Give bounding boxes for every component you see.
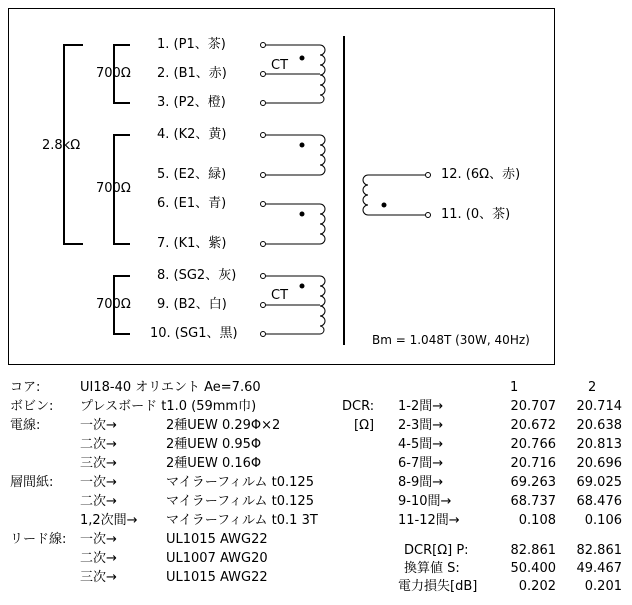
dcr-row-value-2: 20.813 — [576, 437, 622, 452]
layer-paper-label: 層間紙: — [10, 475, 54, 490]
dcr-col-header-1: 1 — [510, 380, 519, 395]
ct-label-1: CT — [271, 58, 289, 73]
total-impedance-label: 2.8kΩ — [42, 138, 81, 153]
dcr-summary-value-2: 0.201 — [584, 579, 622, 594]
dcr-col-header-2: 2 — [588, 380, 597, 395]
primary-winding-2 — [266, 135, 325, 175]
layer-paper-row-name: 一次→ — [80, 475, 117, 490]
pin-label-7: 7. (K1、紫) — [157, 236, 227, 251]
impedance-group-label-2: 700Ω — [96, 181, 131, 196]
bobbin-label: ボビン: — [10, 399, 54, 414]
dcr-row-value-1: 20.766 — [510, 437, 556, 452]
dcr-row-value-1: 20.716 — [510, 456, 556, 471]
dcr-label: DCR: — [342, 399, 375, 414]
wire-row-value: 2種UEW 0.16Φ — [166, 456, 262, 471]
pin-label-12: 12. (6Ω、赤) — [441, 167, 521, 182]
dcr-row-value-2: 68.476 — [576, 494, 622, 509]
wire-row-value: 2種UEW 0.29Φ×2 — [166, 418, 281, 433]
impedance-group-label-3: 700Ω — [96, 297, 131, 312]
dcr-summary-name: 電力損失[dB] — [398, 579, 478, 594]
wire-label: 電線: — [10, 418, 41, 433]
dcr-row-value-1: 69.263 — [510, 475, 556, 490]
dcr-row-value-2: 20.696 — [576, 456, 622, 471]
lead-row-name: 二次→ — [80, 551, 117, 566]
dcr-summary-value-2: 49.467 — [576, 561, 622, 576]
dcr-summary-value-1: 82.861 — [510, 543, 556, 558]
ct-label-2: CT — [271, 288, 289, 303]
core-label: コア: — [10, 380, 41, 395]
dcr-summary-value-2: 82.861 — [576, 543, 622, 558]
lead-row-name: 三次→ — [80, 570, 117, 585]
dcr-summary-value-1: 0.202 — [518, 579, 556, 594]
dcr-row-value-1: 20.707 — [510, 399, 556, 414]
secondary-winding — [363, 175, 425, 215]
dcr-row-value-2: 20.638 — [576, 418, 622, 433]
primary-winding-1 — [266, 45, 325, 103]
wire-row-name: 二次→ — [80, 437, 117, 452]
lead-label: リード線: — [10, 532, 67, 547]
lead-row-value: UL1015 AWG22 — [166, 532, 268, 547]
dcr-row-value-2: 69.025 — [576, 475, 622, 490]
layer-paper-row-value: マイラーフィルム t0.125 — [166, 494, 314, 509]
pin-label-4: 4. (K2、黄) — [157, 127, 227, 142]
wire-row-value: 2種UEW 0.95Φ — [166, 437, 262, 452]
dcr-row-value-2: 20.714 — [576, 399, 622, 414]
dcr-row-name: 2-3間→ — [398, 418, 444, 433]
pin-label-9: 9. (B2、白) — [157, 297, 227, 312]
lead-row-value: UL1007 AWG20 — [166, 551, 268, 566]
layer-paper-row-name: 二次→ — [80, 494, 117, 509]
dcr-row-name: 8-9間→ — [398, 475, 444, 490]
pin-label-5: 5. (E2、緑) — [157, 167, 227, 182]
pin-label-3: 3. (P2、橙) — [157, 95, 226, 110]
dcr-row-name: 11-12間→ — [398, 513, 460, 528]
dcr-row-value-1: 68.737 — [510, 494, 556, 509]
bm-note: Bm = 1.048T (30W, 40Hz) — [372, 333, 530, 347]
bobbin-value: プレスボード t1.0 (59mm巾) — [80, 399, 257, 414]
lead-row-value: UL1015 AWG22 — [166, 570, 268, 585]
layer-paper-row-value: マイラーフィルム t0.1 3T — [166, 513, 318, 528]
core-value: UI18-40 オリエント Ae=7.60 — [80, 380, 261, 395]
dcr-row-name: 9-10間→ — [398, 494, 452, 509]
wire-row-name: 三次→ — [80, 456, 117, 471]
pin-label-10: 10. (SG1、黒) — [150, 326, 238, 341]
dcr-unit: [Ω] — [354, 418, 375, 433]
layer-paper-row-name: 1,2次間→ — [80, 513, 138, 528]
dcr-summary-name: 換算値 S: — [404, 561, 460, 576]
primary-winding-3 — [266, 204, 325, 244]
dcr-summary-value-1: 50.400 — [510, 561, 556, 576]
dcr-summary-name: DCR[Ω] P: — [404, 543, 469, 558]
wire-row-name: 一次→ — [80, 418, 117, 433]
dcr-row-name: 4-5間→ — [398, 437, 444, 452]
pin-label-11: 11. (0、茶) — [441, 207, 511, 222]
pin-label-2: 2. (B1、赤) — [157, 66, 227, 81]
pin-label-8: 8. (SG2、灰) — [157, 268, 237, 283]
dcr-row-value-1: 0.108 — [518, 513, 556, 528]
lead-row-name: 一次→ — [80, 532, 117, 547]
pin-label-6: 6. (E1、青) — [157, 196, 227, 211]
dcr-row-name: 6-7間→ — [398, 456, 444, 471]
tertiary-winding — [266, 276, 325, 334]
impedance-group-label-1: 700Ω — [96, 66, 131, 81]
dcr-row-name: 1-2間→ — [398, 399, 444, 414]
dcr-row-value-1: 20.672 — [510, 418, 556, 433]
pin-label-1: 1. (P1、茶) — [157, 37, 226, 52]
layer-paper-row-value: マイラーフィルム t0.125 — [166, 475, 314, 490]
dcr-row-value-2: 0.106 — [584, 513, 622, 528]
